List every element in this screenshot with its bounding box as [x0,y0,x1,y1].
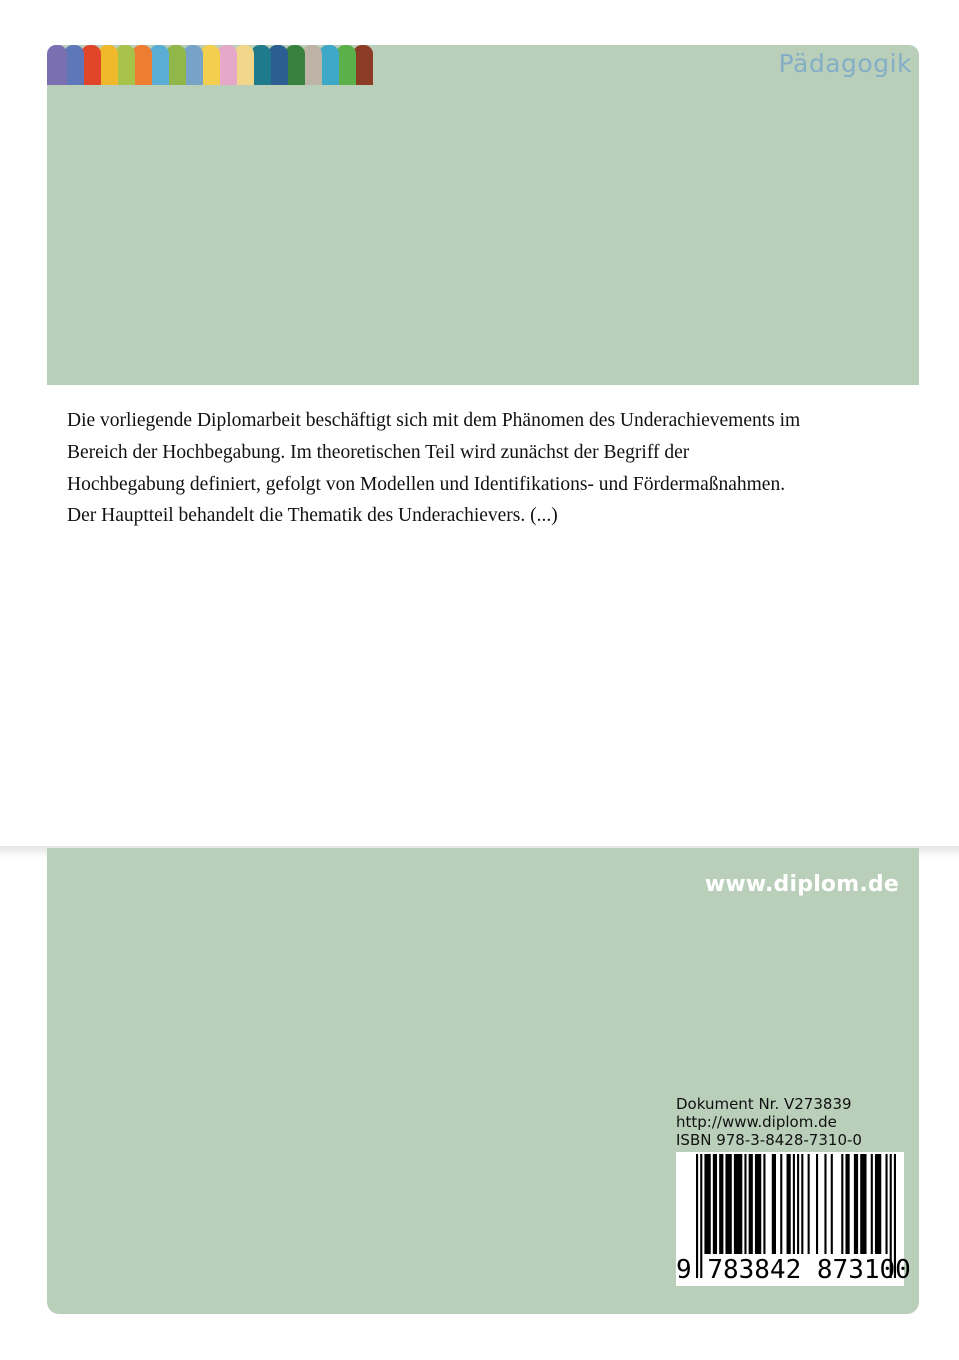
color-tab-strip [47,45,387,85]
color-tab [285,45,305,85]
barcode-bar [816,1154,818,1254]
color-tab [336,45,356,85]
color-tab [302,45,322,85]
barcode [676,1152,911,1286]
barcode-digits [676,1255,911,1285]
color-tab [217,45,237,85]
barcode-bar [704,1154,710,1254]
barcode-bar [749,1154,753,1254]
barcode-bar [719,1154,723,1254]
barcode-bar [734,1154,742,1254]
barcode-bar [787,1154,791,1254]
barcode-bar [824,1154,826,1254]
barcode-bar [854,1154,858,1254]
color-tab [234,45,254,85]
barcode-bar [831,1154,833,1254]
color-tab [64,45,84,85]
barcode-bar [871,1154,873,1254]
barcode-bar [808,1154,810,1254]
barcode-bar [793,1154,795,1254]
barcode-first-digit: 9 [676,1255,692,1285]
barcode-bar [797,1154,799,1254]
document-number: Dokument Nr. V273839 [676,1095,852,1113]
barcode-bar [860,1154,866,1254]
color-tab [115,45,135,85]
top-panel [47,45,919,385]
color-tab [200,45,220,85]
color-tab [98,45,118,85]
website-label: www.diplom.de [704,872,899,897]
color-tab [251,45,271,85]
barcode-right-digits: 873100 [816,1255,911,1285]
barcode-bar [841,1154,843,1254]
color-tab [353,45,373,85]
color-tab [132,45,152,85]
barcode-bar [744,1154,746,1254]
barcode-bar [885,1154,887,1254]
barcode-bar [780,1154,782,1254]
barcode-bar [801,1154,803,1254]
color-tab [166,45,186,85]
barcode-bar [713,1154,717,1254]
document-url: http://www.diplom.de [676,1113,837,1131]
barcode-bar [725,1154,731,1254]
color-tab [47,45,67,85]
barcode-left-digits: 783842 [707,1255,802,1285]
color-tab [268,45,288,85]
color-tab [319,45,339,85]
barcode-bar [772,1154,776,1254]
category-label: Pädagogik [778,49,912,78]
color-tab [81,45,101,85]
document-meta [676,1095,862,1149]
color-tab [183,45,203,85]
bottom-panel [47,848,919,1314]
barcode-bar [875,1154,881,1254]
barcode-bar [845,1154,849,1254]
abstract-text: Die vorliegende Diplomarbeit beschäftigt sich mit dem Phänomen des Underachievements im Bereich der Hochbegabung. Im theoretischen Teil wird zunächst der Begriff der Hochbegabung definiert, gefolgt von Modellen und Identifikations- und Fördermaßnahmen. Der Hauptteil behandelt die Thematik des Underachievers. (...) [67,410,801,527]
barcode-bar [755,1154,761,1254]
isbn-text: ISBN 978-3-8428-7310-0 [676,1131,862,1149]
barcode-bar [763,1154,765,1254]
color-tab [149,45,169,85]
